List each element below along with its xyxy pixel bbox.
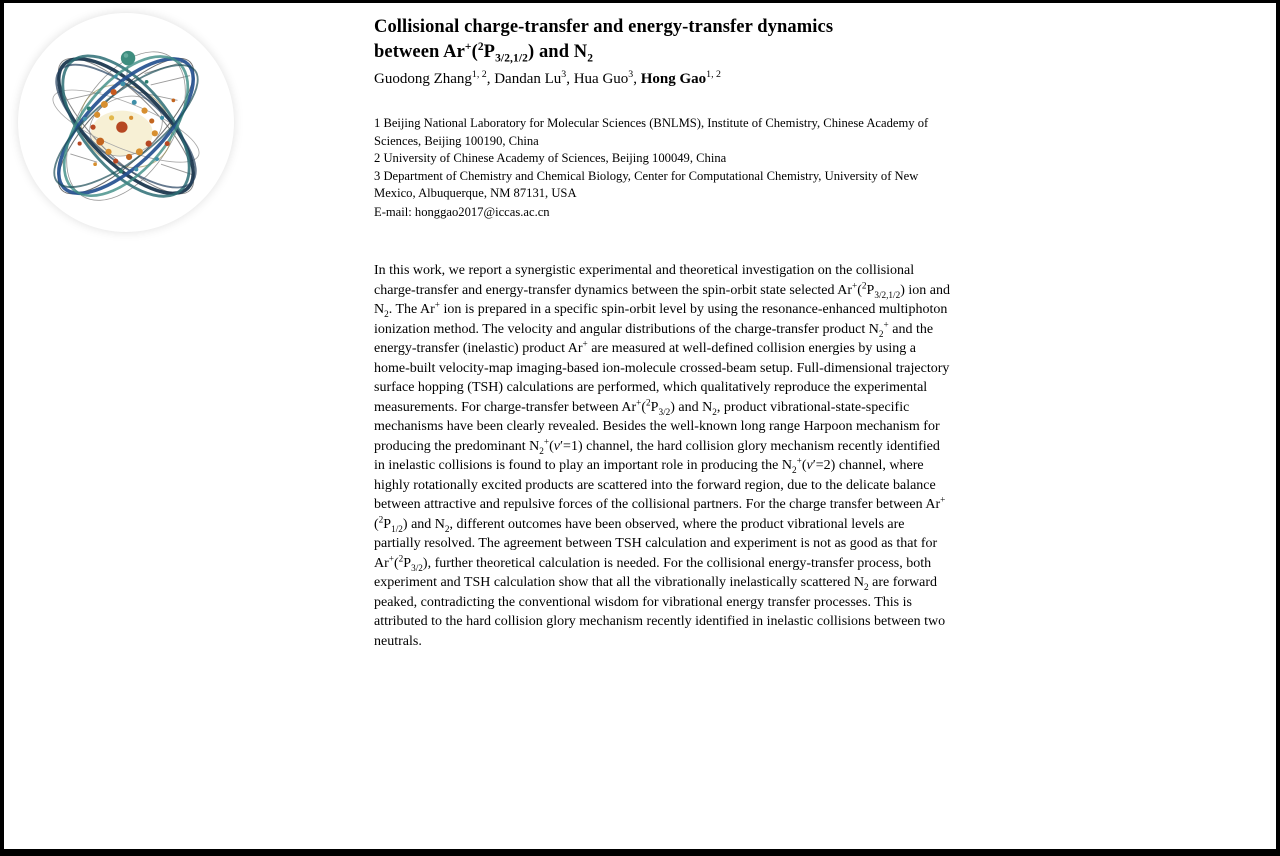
affiliation-1: 1 Beijing National Laboratory for Molecular Sciences (BNLMS), Institute of Chemistry, Chinese Academy of Sciences, Beijing 100190, China [374, 116, 929, 148]
paper-title-line-1: Collisional charge-transfer and energy-transfer dynamics [374, 17, 834, 37]
atom-artwork-icon [23, 20, 229, 226]
paper-cover-image [18, 13, 234, 232]
abstract-text: In this work, we report a synergistic experimental and theoretical investigation on the collisional charge-transfer and energy-transfer dynamics between the spin-orbit state selected $Ar^+(^2P_{3/2,1/2})$ ion and $N_2$. The Ar+ ion is prepared in a specific spin-orbit level by using the resonance-enhanced multiphoton ionization method. The velocity and angular distributions of the charge-transfer product $N_2^+$ and the energy-transfer (inelastic) product Ar+ are measured at well-defined collision energies by using a home-built velocity-map imaging-based ion-molecule crossed-beam setup. Full-dimensional trajectory surface hopping (TSH) calculations are performed, which qualitatively reproduce the experimental measurements. For charge-transfer between $Ar^+(^2P_{3/2})$ and $N_2$, product vibrational-state-specific mechanisms have been clearly revealed. Besides the well-known long range Harpoon mechanism for producing the predominant $N_2^+(v'=1)$ channel, the hard collision glory mechanism recently identified in inelastic collisions is found to play an important role in producing the $N_2^+(v'=2)$ channel, where highly rotationally excited products are scattered into the forward region, due to the delicate balance between attractive and repulsive forces of the collisional partners. For the charge transfer between $Ar^+(^2P_{1/2})$ and $N_2$, different outcomes have been observed, where the product vibrational levels are partially resolved. The agreement between TSH calculation and experiment is not as good as that for $Ar^+(^2P_{3/2})$, further theoretical calculation is needed. For the collisional energy-transfer process, both experiment and TSH calculation show that all the vibrationally inelastically scattered $N_2$ are forward peaked, contradicting the conventional wisdom for vibrational energy transfer processes. This is attributed to the hard collision glory mechanism recently identified in inelastic collisions between two neutrals. [374, 263, 951, 649]
contact-email: E-mail: honggao2017@iccas.ac.cn [374, 204, 550, 219]
affiliation-2: 2 University of Chinese Academy of Sciences, Beijing 100049, China [374, 151, 727, 166]
paper-header [374, 15, 958, 222]
paper-title-line-2: between $Ar^+(^2P_{3/2,1/2})$ and $N_2$ [374, 40, 594, 65]
affiliation-list [374, 115, 958, 222]
paper-page [4, 3, 1276, 849]
affiliation-3: 3 Department of Chemistry and Chemical Biology, Center for Computational Chemistry, University of New Mexico, Albuquerque, NM 87131, USA [374, 168, 919, 201]
author-list: Guodong Zhang$^{1, 2}$, Dandan Lu$^3$, Hua Guo$^3$, Hong Gao$^{1, 2}$ [374, 69, 721, 87]
